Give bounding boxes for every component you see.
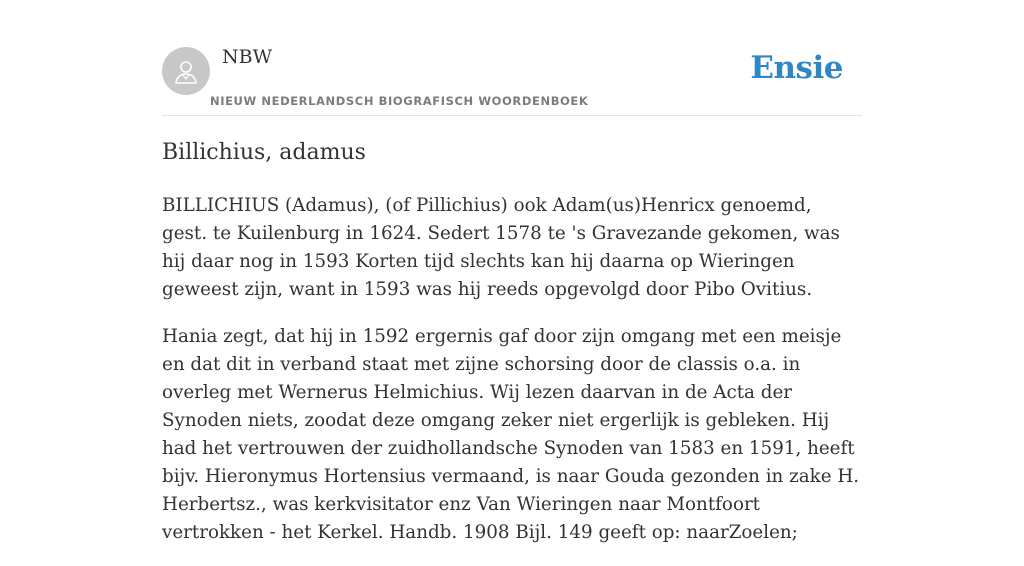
- article-paragraph: BILLICHIUS (Adamus), (of Pillichius) ook Adam(us)Henricx genoemd, gest. te Kuilenburg in 1624. Sedert 1578 te 's Gravezande gekomen, was hij daar nog in 1593 Korten tijd slechts kan hij daarna op Wieringen geweest zijn, want in 1593 was hij reeds opgevolgd door Pibo Ovitius.: [162, 195, 840, 300]
- source-subtitle: NIEUW NEDERLANDSCH BIOGRAFISCH WOORDENBOEK: [210, 94, 589, 108]
- avatar[interactable]: [162, 47, 210, 95]
- brand-logo[interactable]: Ensie: [750, 50, 843, 86]
- article-paragraph: Hania zegt, dat hij in 1592 ergernis gaf door zijn omgang met een meisje en dat dit in verband staat met zijne schorsing door de classis o.a. in overleg met Wernerus Helmichius. Wij lezen daarvan in de Acta der Synoden niets, zoodat deze omgang zeker niet ergerlijk is gebleken. Hij had het vertrouwen der zuidhollandsche Synoden van 1583 en 1591, heeft bijv. Hieronymus Hortensius vermaand, is naar Gouda gezonden in zake H. Herbertsz., was kerkvisitator enz Van Wieringen naar Montfoort vertrokken - het Kerkel. Handb. 1908 Bijl. 149 geeft op: naarZoelen;: [162, 326, 860, 543]
- source-header: [162, 0, 862, 116]
- user-icon: [172, 57, 200, 85]
- article-body: [162, 192, 862, 566]
- source-name[interactable]: NBW: [222, 46, 273, 68]
- content-column: [162, 0, 862, 543]
- article-title: Billichius, adamus: [162, 140, 366, 165]
